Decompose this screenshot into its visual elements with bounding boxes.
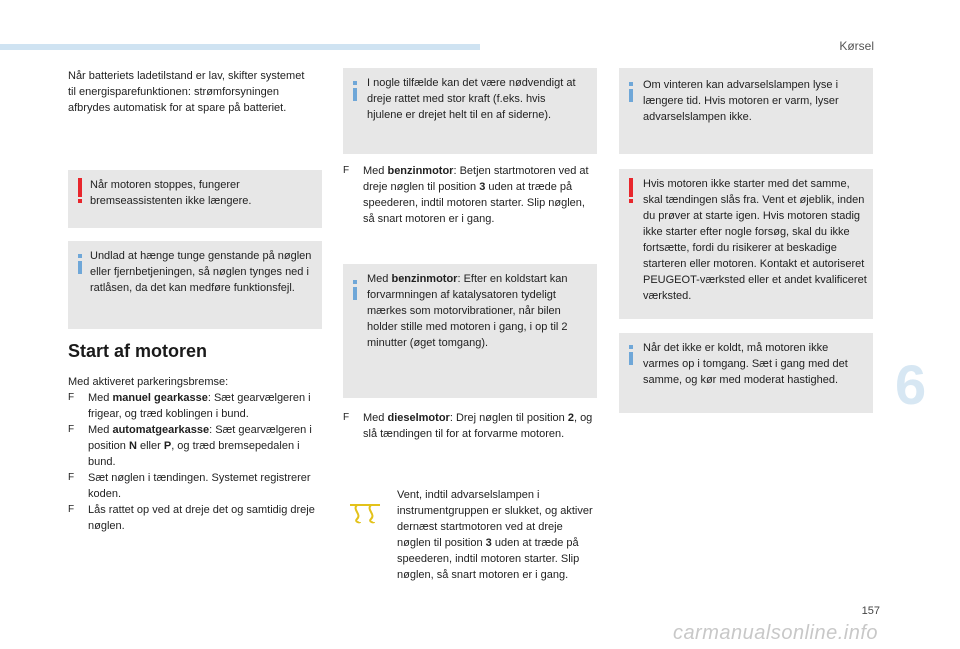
- section-title: Kørsel: [839, 39, 874, 53]
- warning-box-brake-assist: Når motoren stoppes, fungerer bremseassistenten ikke længere.: [68, 170, 322, 228]
- warning-icon: [629, 178, 633, 197]
- header-bar: [0, 44, 480, 50]
- page-number: 157: [861, 605, 880, 617]
- warning-box-no-start: Hvis motoren ikke starter med det samme, skal tændingen slås fra. Vent et øjeblik, inden du prøver at starte igen. Hvis motoren stadig ikke starter efter nogle forsøg, skal du ikke fortsætte, fordi du risikerer at beskadige starteren eller motoren. Kontakt et autoriseret PEUGEOT-værksted eller et andet kvalificeret værksted.: [619, 169, 873, 319]
- info-icon: [78, 254, 82, 273]
- warning-icon: [78, 178, 82, 197]
- list-item: F Lås rattet op ved at dreje det og samtidig dreje nøglen.: [68, 502, 318, 534]
- list-item: F Med benzinmotor: Betjen startmotoren ved at dreje nøglen til position 3 uden at træde på speederen, indtil motoren starter. Slip nøglen, så snart motoren er i gang.: [343, 163, 599, 227]
- diesel-start: [343, 410, 593, 442]
- glow-plug-text: Vent, indtil advarselslampen i instrumentgruppen er slukket, og aktiver dernæst startmotoren ved at dreje nøglen til position 3 uden at træde på speederen, indtil motoren starter. Slip nøglen, så snart motoren er i gang.: [397, 489, 593, 581]
- chapter-number: 6: [895, 353, 927, 416]
- heading-engine-start: Start af motoren: [68, 341, 208, 361]
- info-box-key-weight: Undlad at hænge tunge genstande på nøglen eller fjernbetjeningen, så nøglen tynges ned i ratlåsen, da det kan medføre funktionsfejl.: [68, 241, 322, 329]
- info-box-warm-up: Når det ikke er koldt, må motoren ikke varmes op i tomgang. Sæt i gang med det samme, og kør med moderat hastighed.: [619, 333, 873, 413]
- info-icon: [629, 82, 633, 101]
- list-item: F Med dieselmotor: Drej nøglen til position 2, og slå tændingen til for at forvarme motoren.: [343, 410, 593, 442]
- info-icon: [629, 345, 633, 364]
- info-box-winter: Om vinteren kan advarselslampen lyse i længere tid. Hvis motoren er varm, lyser advarselslampen ikke.: [619, 68, 873, 154]
- glow-plug-warning-icon: [348, 502, 382, 524]
- list-item: F Med manuel gearkasse: Sæt gearvælgeren i frigear, og træd koblingen i bund.: [68, 390, 318, 422]
- info-box-steering: I nogle tilfælde kan det være nødvendigt at dreje rattet med stor kraft (f.eks. hvis hjulene er drejet helt til en af siderne).: [343, 68, 597, 154]
- info-icon: [353, 81, 357, 100]
- list-item: F Med automatgearkasse: Sæt gearvælgeren i position N eller P, og træd bremsepedalen i bund.: [68, 422, 318, 470]
- info-box-catalyst: Med benzinmotor: Efter en koldstart kan forvarmningen af katalysatoren tydeligt mærkes som motorvibrationer, når bilen holder stille med motoren i gang, i op til 2 minutter (øget tomgang).: [343, 264, 597, 398]
- list-item: F Sæt nøglen i tændingen. Systemet registrerer koden.: [68, 470, 318, 502]
- start-procedure: [68, 374, 318, 534]
- lead-text: Med aktiveret parkeringsbremse:: [68, 376, 229, 388]
- petrol-start: [343, 163, 599, 227]
- info-icon: [353, 280, 357, 299]
- watermark: carmanualsonline.info: [672, 622, 878, 644]
- intro-paragraph: Når batteriets ladetilstand er lav, skifter systemet til energisparefunktionen: strømforsyningen afbrydes automatisk for at spare på batteriet.: [68, 70, 305, 114]
